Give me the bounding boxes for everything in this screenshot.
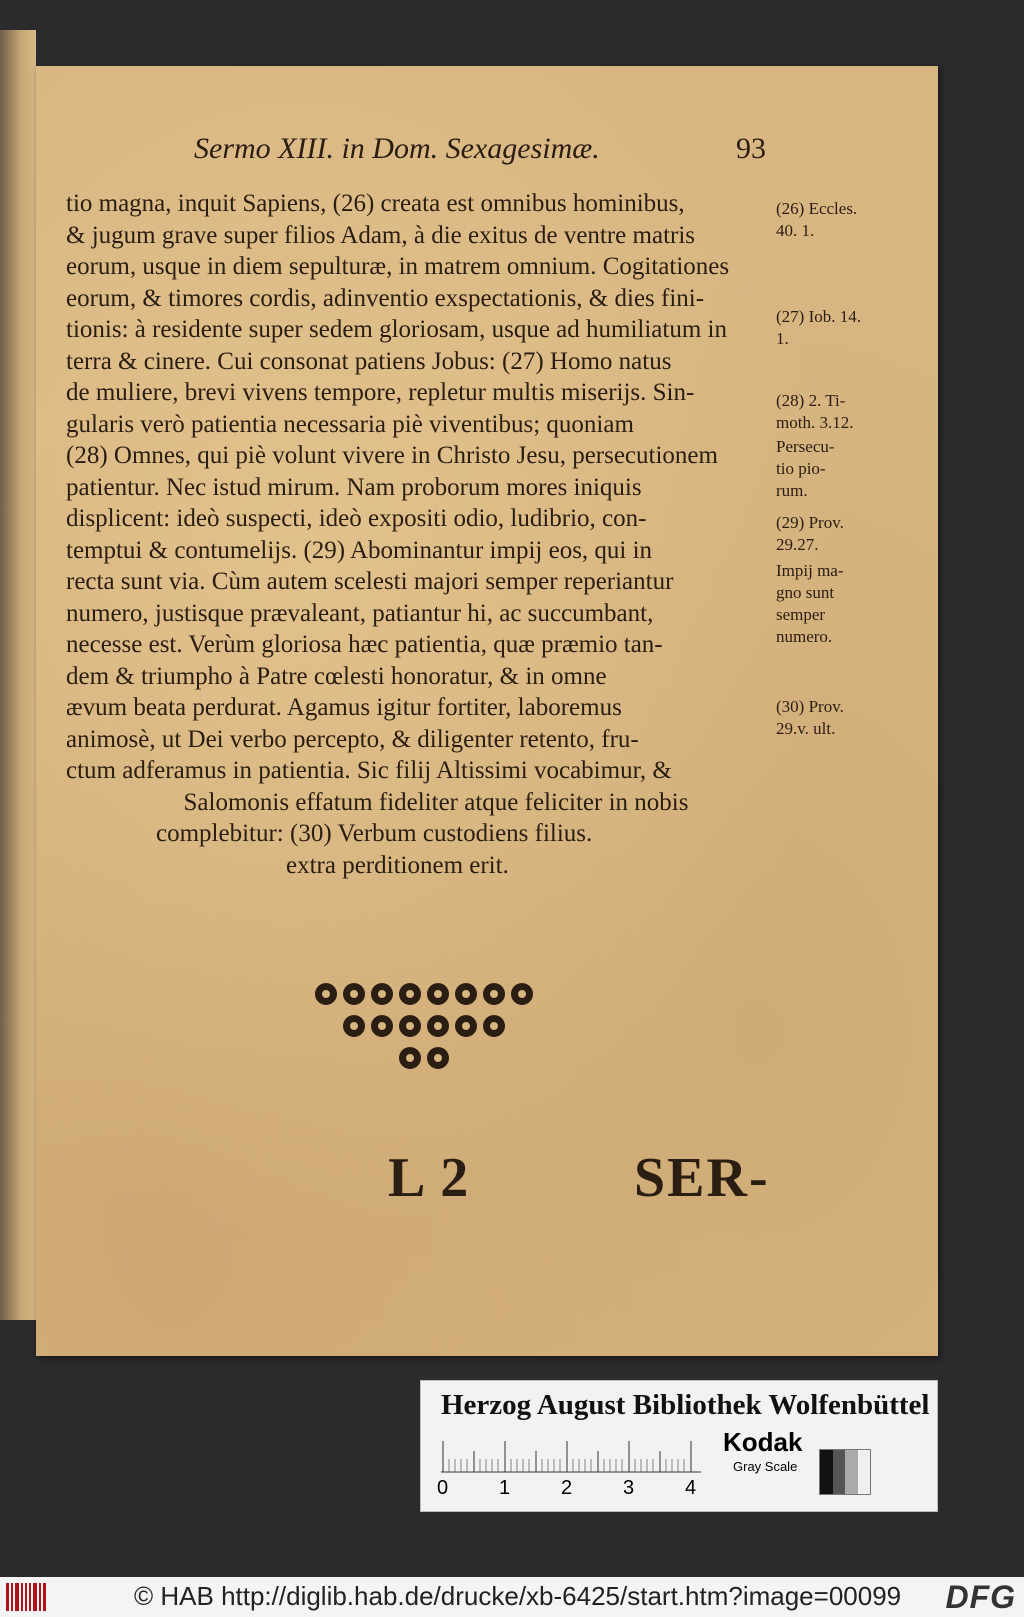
text-line: animosè, ut Dei verbo percepto, & diligenter retento, fru- (66, 725, 639, 753)
copyright-link[interactable]: © HAB http://diglib.hab.de/drucke/xb-6425/start.htm?image=00099 (134, 1581, 902, 1611)
text-line: eorum, usque in diem sepulturæ, in matrem omnium. Cogitationes (66, 253, 730, 280)
margin-note: (29) Prov. 29.27. (776, 513, 844, 554)
hab-logo-icon (6, 1583, 46, 1611)
printer-ornament (306, 976, 546, 1106)
margin-note: (26) Eccles. 40. 1. (776, 199, 858, 240)
margin-note: (27) Iob. 14. 1. (776, 307, 861, 348)
library-name: Herzog August Bibliothek Wolfenbüttel (441, 1389, 930, 1421)
gray-scale-label: Gray Scale (733, 1459, 798, 1474)
color-reference-card (420, 1380, 938, 1512)
ruler-number: 0 (437, 1477, 449, 1499)
text-line: temptui & contumelijs. (29) Abominantur impij eos, qui in (66, 536, 653, 564)
gray-scale-swatch (819, 1449, 871, 1495)
catchword: SER- (634, 1147, 770, 1209)
adjacent-page-edge (0, 30, 36, 1320)
text-line: gularis verò patientia necessaria piè viventibus; quoniam (66, 410, 634, 438)
text-line: de muliere, brevi vivens tempore, repletur multis miserijs. Sin- (66, 379, 695, 406)
page-number: 93 (736, 132, 766, 165)
footer-bar (0, 1577, 1024, 1617)
signature-mark: L 2 (388, 1147, 471, 1209)
text-line: necesse est. Verùm gloriosa hæc patientia, quæ præmio tan- (66, 631, 663, 658)
text-line: tio magna, inquit Sapiens, (26) creata est omnibus hominibus, (66, 190, 685, 217)
text-line: complebitur: (30) Verbum custodiens filius. (156, 820, 593, 847)
ruler-number: 2 (561, 1477, 573, 1499)
text-line: (28) Omnes, qui piè volunt vivere in Christo Jesu, persecutionem (66, 442, 718, 469)
text-line: Salomonis effatum fideliter atque feliciter in nobis (183, 788, 689, 816)
text-line: ctum adferamus in patientia. Sic filij Altissimi vocabimur, & (66, 757, 672, 784)
text-line: eorum, & timores cordis, adinventio exspectationis, & dies fini- (66, 284, 705, 312)
text-line: recta sunt via. Cùm autem scelesti majori semper reperiantur (66, 568, 674, 595)
book-page (36, 66, 938, 1356)
text-line: patientur. Nec istud mirum. Nam proborum mores iniquis (66, 473, 642, 501)
running-header: Sermo XIII. in Dom. Sexagesimæ. (194, 132, 600, 165)
margin-note: (28) 2. Ti- moth. 3.12. (776, 391, 854, 432)
text-line: terra & cinere. Cui consonat patiens Jobus: (27) Homo natus (66, 347, 672, 375)
ruler-number: 4 (685, 1477, 697, 1499)
text-line: displicent: ideò suspecti, ideò expositi odio, ludibrio, con- (66, 505, 647, 532)
kodak-logo: Kodak (723, 1427, 803, 1457)
text-line: tionis: à residente super sedem gloriosam, usque ad humiliatum in (66, 316, 727, 343)
dfg-logo: DFG (945, 1579, 1016, 1615)
measurement-ruler (441, 1441, 701, 1473)
text-line: & jugum grave super filios Adam, à die exitus de ventre matris (66, 221, 696, 249)
body-text (66, 188, 806, 881)
margin-note: (30) Prov. 29.v. ult. (776, 697, 844, 738)
text-line: extra perditionem erit. (286, 851, 509, 879)
margin-note: Persecu- tio pio- rum. (776, 437, 835, 500)
margin-note: Impij ma- gno sunt semper numero. (776, 561, 844, 646)
text-line: dem & triumpho à Patre cœlesti honoratur, & in omne (66, 662, 607, 690)
ruler-number: 3 (623, 1477, 635, 1499)
text-line: ævum beata perdurat. Agamus igitur fortiter, laboremus (66, 694, 622, 721)
ruler-number: 1 (499, 1477, 511, 1499)
text-line: numero, justisque prævaleant, patiantur hi, ac succumbant, (66, 599, 654, 627)
